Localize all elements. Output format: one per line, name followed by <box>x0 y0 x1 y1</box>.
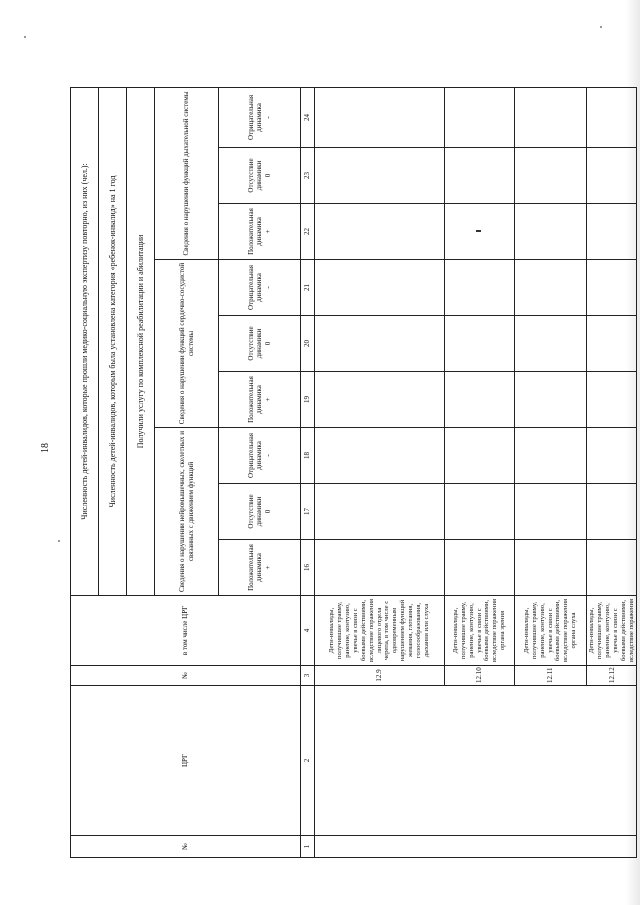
col-number: 4 <box>301 596 315 666</box>
rotated-table-inner <box>70 88 635 858</box>
row-text: Дети-инвалиды, получившие травму, ранение, контузию, увечье в связи с боевыми действиями, вследствие поражения органа зрения <box>445 596 515 666</box>
dyn-absent-label: Отсутствие динамики <box>247 158 264 193</box>
dyn-negative <box>219 87 301 147</box>
row-text: Дети-инвалиды, получившие травму, ранение, контузию, увечье в связи с боевыми действиями, вследствие поражения лицевого отдела черепа, в том числе с одновременным нарушением функций жевания, глотания, голосообразования, дыхания или слуха <box>315 596 445 666</box>
data-cell <box>445 540 515 596</box>
col-number: 18 <box>301 428 315 484</box>
data-cell <box>587 260 637 316</box>
col-number: 1 <box>301 836 315 858</box>
dyn-negative-sign: - <box>263 116 272 119</box>
dyn-positive-sign: + <box>263 397 272 402</box>
dyn-negative-sign: - <box>263 286 272 289</box>
data-cell <box>445 204 515 260</box>
data-cell <box>587 87 637 147</box>
data-cell <box>315 372 445 428</box>
data-cell <box>315 540 445 596</box>
dyn-absent <box>219 316 301 372</box>
data-cell <box>515 148 587 204</box>
col-number: 23 <box>301 148 315 204</box>
dyn-absent-label: Отсутствие динамики <box>247 494 264 529</box>
data-cell <box>587 484 637 540</box>
data-cell <box>445 87 515 147</box>
dyn-positive <box>219 372 301 428</box>
header-category: Численность детей-инвалидов, которым была установлена категория «ребенок-инвалид» на 1 год <box>99 87 127 595</box>
col-number: 24 <box>301 87 315 147</box>
col-number: 19 <box>301 372 315 428</box>
data-cell <box>445 372 515 428</box>
row-code: 12.10 <box>445 666 515 686</box>
dyn-positive-label: Положительная динамика <box>247 208 264 255</box>
scan-speck <box>600 26 602 28</box>
dyn-negative-label: Отрицательная динамика <box>247 264 264 311</box>
group-cardiovascular: Сведения о нарушении функций сердечно-сосудистой системы <box>155 260 219 428</box>
data-cell <box>515 87 587 147</box>
col-number: 22 <box>301 204 315 260</box>
header-sub-no: № <box>71 666 301 686</box>
data-cell <box>587 148 637 204</box>
dyn-absent-label: Отсутствие динамики <box>247 326 264 361</box>
group-respiratory: Сведения о нарушении функций дыхательной системы <box>155 87 219 259</box>
data-cell <box>315 148 445 204</box>
page-number: 18 <box>40 443 51 453</box>
scan-speck <box>24 36 26 38</box>
data-cell <box>587 204 637 260</box>
header-sub-crg: в том числе ЦРГ <box>71 596 301 666</box>
scan-speck <box>58 540 60 542</box>
dyn-positive-sign: + <box>263 229 272 234</box>
dyn-positive-label: Положительная динамика <box>247 376 264 423</box>
dyn-negative-label: Отрицательная динамика <box>247 432 264 479</box>
col-number: 2 <box>301 686 315 836</box>
dyn-absent-sign: 0 <box>263 173 272 178</box>
data-cell <box>587 540 637 596</box>
dyn-negative <box>219 260 301 316</box>
data-cell <box>445 428 515 484</box>
col-number: 21 <box>301 260 315 316</box>
col-number: 16 <box>301 540 315 596</box>
header-no: № <box>71 836 301 858</box>
data-cell <box>315 260 445 316</box>
header-total: Численность детей-инвалидов, которые прошли медико-социальную экспертизу повторно, из них (чел.): <box>71 87 99 595</box>
data-cell <box>587 372 637 428</box>
row-code: 12.9 <box>315 666 445 686</box>
data-cell <box>445 484 515 540</box>
row-text: Дети-инвалиды, получившие травму, ранение, контузию, увечье в связи с боевыми действиями, вследствие поражения <box>587 596 637 666</box>
dyn-positive-sign: + <box>263 565 272 570</box>
dyn-absent <box>219 484 301 540</box>
data-cell <box>315 428 445 484</box>
data-cell <box>515 428 587 484</box>
dyn-absent-sign: 0 <box>263 509 272 514</box>
data-cell <box>445 148 515 204</box>
data-cell <box>515 204 587 260</box>
data-cell <box>315 87 445 147</box>
dyn-positive <box>219 204 301 260</box>
col-number: 20 <box>301 316 315 372</box>
report-table <box>70 87 637 858</box>
group-neuromuscular: Сведения о нарушении нейромышечных, скелетных и связанных с движением функций <box>155 428 219 596</box>
dyn-negative <box>219 428 301 484</box>
data-cell <box>315 204 445 260</box>
dyn-positive-label: Положительная динамика <box>247 544 264 591</box>
row-no-cell <box>315 836 637 858</box>
data-cell <box>515 260 587 316</box>
dyn-positive <box>219 540 301 596</box>
row-crg-cell <box>315 686 637 836</box>
scan-mark <box>476 231 481 233</box>
row-code: 12.11 <box>515 666 587 686</box>
row-text: Дети-инвалиды, получившие травму, ранение, контузию, увечье в связи с боевыми действиями, вследствие поражения органа слуха <box>515 596 587 666</box>
col-number: 3 <box>301 666 315 686</box>
dyn-absent-sign: 0 <box>263 341 272 346</box>
data-cell <box>315 484 445 540</box>
dyn-absent <box>219 148 301 204</box>
rotated-table-area <box>70 88 635 858</box>
table-row <box>315 87 445 857</box>
row-code: 12.12 <box>587 666 637 686</box>
data-cell <box>515 316 587 372</box>
data-cell <box>445 260 515 316</box>
header-crg: ЦРГ <box>71 686 301 836</box>
dyn-negative-sign: - <box>263 454 272 457</box>
header-service: Получили услугу по комплексной реабилитации и абилитации <box>127 87 155 595</box>
data-cell <box>587 428 637 484</box>
data-cell <box>315 316 445 372</box>
data-cell <box>515 540 587 596</box>
col-number: 17 <box>301 484 315 540</box>
data-cell <box>445 316 515 372</box>
dyn-negative-label: Отрицательная динамика <box>247 94 264 140</box>
data-cell <box>515 372 587 428</box>
data-cell <box>515 484 587 540</box>
data-cell <box>587 316 637 372</box>
